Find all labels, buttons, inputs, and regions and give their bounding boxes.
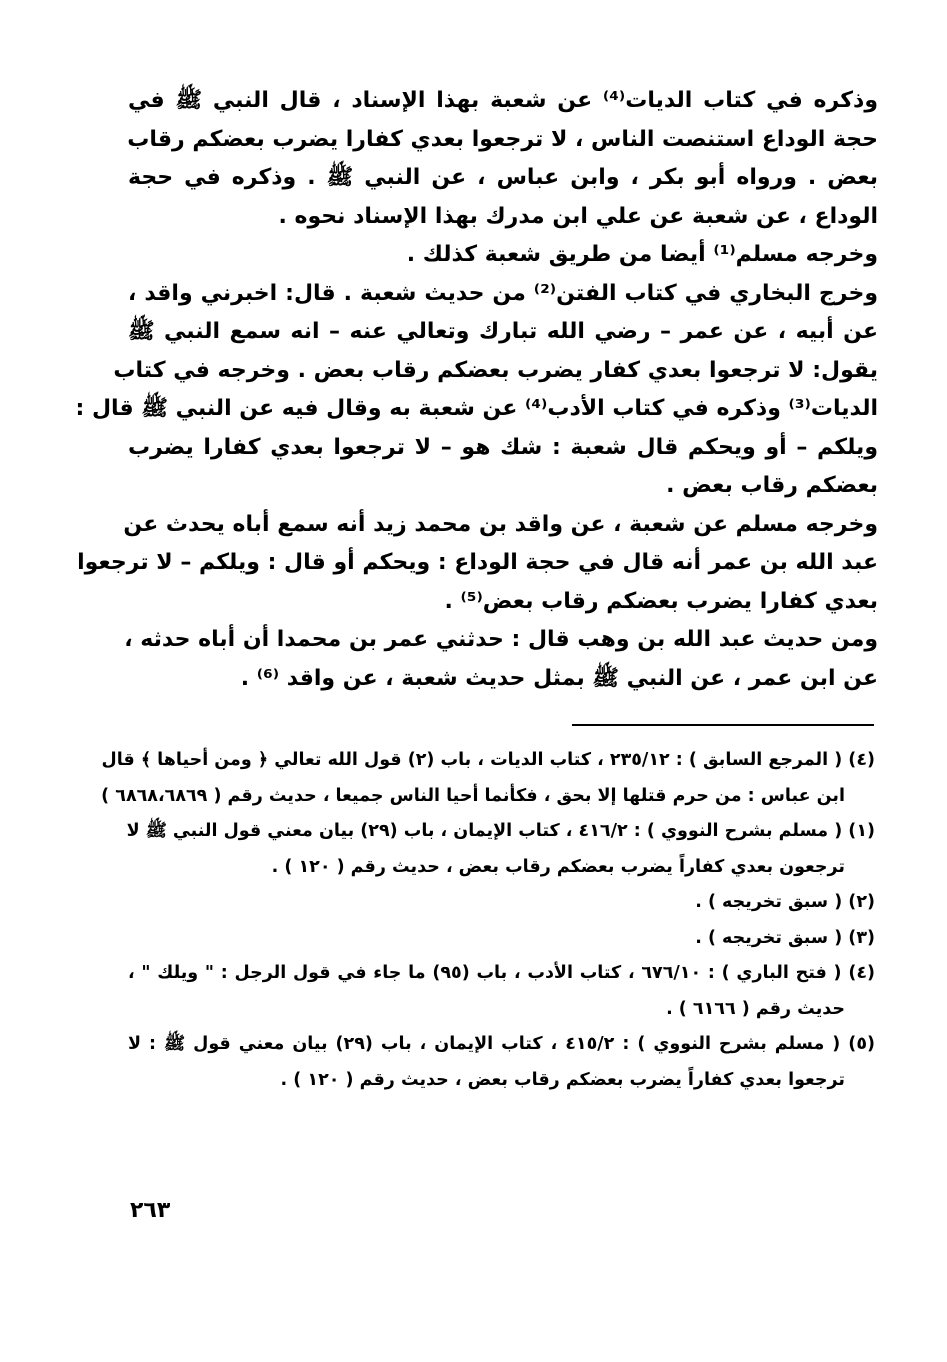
footnote-line: (٤) ( المرجع السابق ) : ٢٣٥/١٢ ، كتاب الديات ، باب (٢) قول الله تعالي ﴿ ومن أحياها ﴾ قال	[101, 750, 875, 770]
footnote-line: (٥) ( مسلم بشرح النووي ) : ٤١٥/٢ ، كتاب الإيمان ، باب (٢٩) بيان معني قول ﷺ : لا	[128, 1034, 875, 1054]
text-line: الديات⁽³⁾ وذكره في كتاب الأدب⁽⁴⁾ عن شعبة به وقال فيه عن النبي ﷺ قال :	[75, 396, 878, 421]
text-line: بعض . ورواه أبو بكر ، وابن عباس ، عن النبي ﷺ . وذكره في حجة	[128, 165, 878, 190]
footnote-line: ترجعوا بعدي كفاراً يضرب بعضكم رقاب بعض ، حديث رقم ( ١٢٠ ) .	[280, 1069, 845, 1090]
text-line: عن ابن عمر ، عن النبي ﷺ بمثل حديث شعبة ، عن واقد ⁽⁶⁾ .	[240, 665, 878, 691]
main-text-block	[75, 82, 878, 698]
text-line: وذكره في كتاب الديات⁽⁴⁾ عن شعبة بهذا الإسناد ، قال النبي ﷺ في	[128, 88, 878, 113]
text-line: يقول: لا ترجعوا بعدي كفار يضرب بعضكم رقاب بعض . وخرجه في كتاب	[113, 357, 878, 383]
footnote-line: (٢) ( سبق تخريجه ) .	[695, 892, 875, 912]
page-number: ٢٦٣	[130, 1198, 171, 1223]
footnote-line: ترجعون بعدي كفاراً يضرب بعضكم رقاب بعض ، حديث رقم ( ١٢٠ ) .	[271, 856, 845, 877]
footnote-separator	[572, 724, 874, 726]
footnote-line: ابن عباس : من حرم قتلها إلا بحق ، فكأنما أحيا الناس جميعا ، حديث رقم ( ٦٨٦٨،٦٨٦٩ )	[101, 785, 845, 806]
text-line: ويلكم – أو ويحكم قال شعبة : شك هو – لا ترجعوا بعدي كفارا يضرب	[128, 434, 878, 460]
text-line: وخرج البخاري في كتاب الفتن⁽²⁾ من حديث شعبة . قال: اخبرني واقد ،	[128, 280, 878, 306]
footnote-line: (١) ( مسلم بشرح النووي ) : ٤١٦/٢ ، كتاب الإيمان ، باب (٢٩) بيان معني قول النبي ﷺ لا	[126, 821, 875, 841]
text-line: عن أبيه ، عن عمر – رضي الله تبارك وتعالي عنه – انه سمع النبي ﷺ	[128, 319, 878, 344]
text-line: ومن حديث عبد الله بن وهب قال : حدثني عمر بن محمدا أن أباه حدثه ،	[124, 627, 878, 652]
footnotes-block	[101, 743, 875, 1098]
footnote-line: (٤) ( فتح الباري ) : ٦٧٦/١٠ ، كتاب الأدب ، باب (٩٥) ما جاء في قول الرجل : " ويلك " ،	[128, 963, 875, 983]
text-line: عبد الله بن عمر أنه قال في حجة الوداع : ويحكم أو قال : ويلكم – لا ترجعوا	[77, 550, 878, 575]
text-line: بعضكم رقاب بعض .	[666, 473, 878, 498]
text-line: وخرجه مسلم⁽¹⁾ أيضا من طريق شعبة كذلك .	[406, 242, 878, 267]
text-line: حجة الوداع استنصت الناس ، لا ترجعوا بعدي كفارا يضرب بعضكم رقاب	[127, 126, 878, 152]
text-line: الوداع ، عن شعبة عن علي ابن مدرك بهذا الإسناد نحوه .	[278, 203, 878, 229]
text-line: وخرجه مسلم عن شعبة ، عن واقد بن محمد زيد أنه سمع أباه يحدث عن	[123, 511, 878, 537]
footnote-line: حديث رقم ( ٦١٦٦ ) .	[666, 998, 845, 1019]
footnote-line: (٣) ( سبق تخريجه ) .	[695, 927, 875, 948]
text-line: بعدي كفارا يضرب بعضكم رقاب بعض⁽⁵⁾ .	[444, 588, 878, 614]
